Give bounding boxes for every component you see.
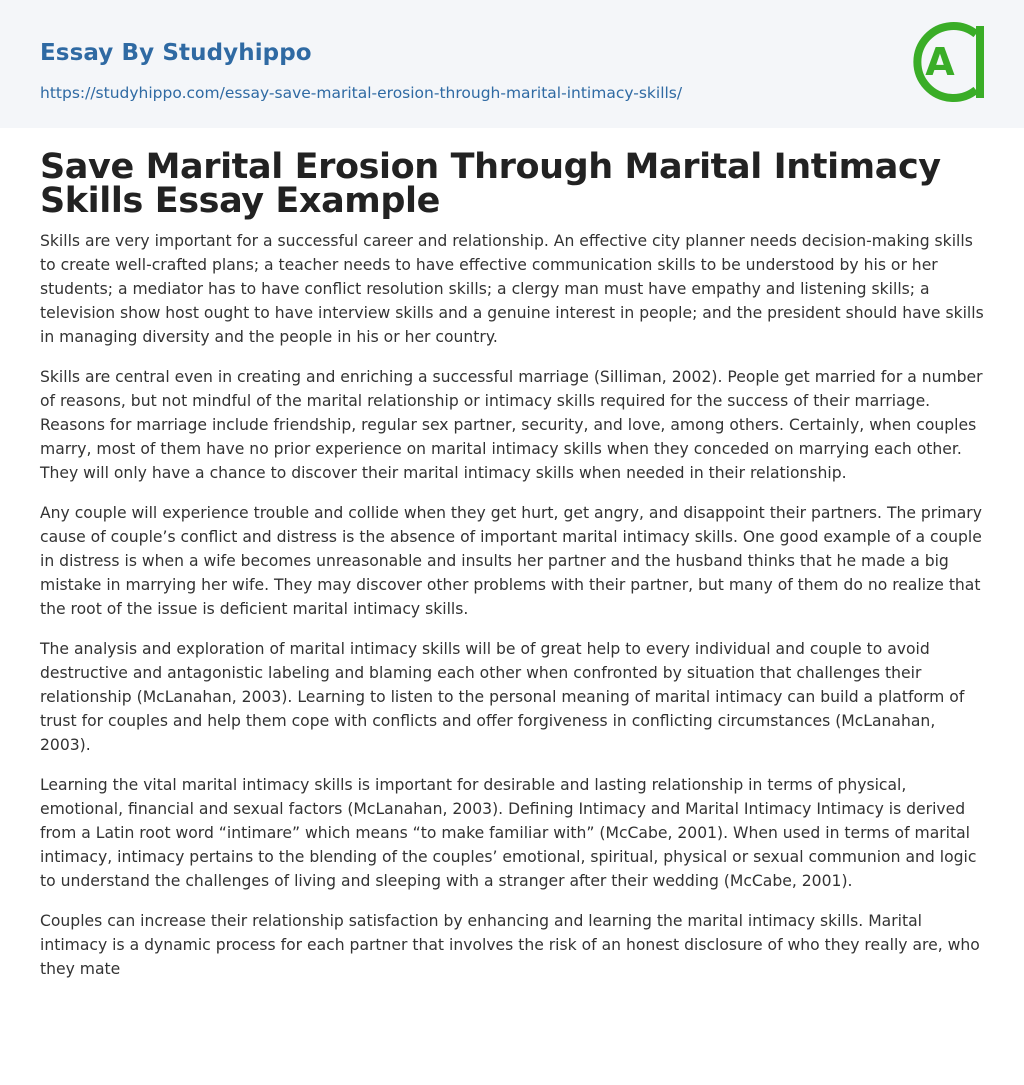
- essay-paragraph: Skills are central even in creating and enriching a successful marriage (Silliman, 2002). People get married for a number of reasons, but not mindful of the marital relationship or intimacy skills required for the success of their marriage. Reasons for marriage include friendship, regular sex partner, security, and love, among others. Certainly, when couples marry, most of them have no prior experience on marital intimacy skills when they conceded on marrying each other. They will only have a chance to discover their marital intimacy skills when needed in their relationship.: [40, 368, 983, 482]
- essay-body: [40, 229, 985, 997]
- page-title: Save Marital Erosion Through Marital Intimacy Skills Essay Example: [40, 147, 941, 221]
- essay-paragraph: Learning the vital marital intimacy skills is important for desirable and lasting relationship in terms of physical, emotional, financial and sexual factors (McLanahan, 2003). Defining Intimacy and Marital Intimacy Intimacy is derived from a Latin root word “intimare” which means “to make familiar with” (McCabe, 2001). When used in terms of marital intimacy, intimacy pertains to the blending of the couples’ emotional, spiritual, physical or sexual communion and logic to understand the challenges of living and sleeping with a stranger after their wedding (McCabe, 2001).: [40, 776, 977, 890]
- page-url-link[interactable]: https://studyhippo.com/essay-save-marital-erosion-through-marital-intimacy-skills/: [40, 84, 683, 102]
- site-header: [0, 0, 1024, 128]
- studyhippo-logo-icon[interactable]: [908, 16, 988, 108]
- essay-paragraph: Any couple will experience trouble and collide when they get hurt, get angry, and disappoint their partners. The primary cause of couple’s conflict and distress is the absence of important marital intimacy skills. One good example of a couple in distress is when a wife becomes unreasonable and insults her partner and the husband thinks that he made a big mistake in marrying her wife. They may discover other problems with their partner, but many of them do no realize that the root of the issue is deficient marital intimacy skills.: [40, 504, 982, 618]
- site-brand[interactable]: Essay By Studyhippo: [40, 40, 312, 66]
- essay-paragraph: Skills are very important for a successful career and relationship. An effective city planner needs decision-making skills to create well-crafted plans; a teacher needs to have effective communication skills to be understood by his or her students; a mediator has to have conflict resolution skills; a clergy man must have empathy and listening skills; a television show host ought to have interview skills and a genuine interest in people; and the president should have skills in managing diversity and the people in his or her country.: [40, 232, 984, 346]
- essay-paragraph: Couples can increase their relationship satisfaction by enhancing and learning the marital intimacy skills. Marital intimacy is a dynamic process for each partner that involves the risk of an honest disclosure of who they really are, who they mate: [40, 912, 980, 978]
- essay-paragraph: The analysis and exploration of marital intimacy skills will be of great help to every individual and couple to avoid destructive and antagonistic labeling and blaming each other when confronted by situation that challenges their relationship (McLanahan, 2003). Learning to listen to the personal meaning of marital intimacy can build a platform of trust for couples and help them cope with conflicts and offer forgiveness in conflicting circumstances (McLanahan, 2003).: [40, 640, 965, 754]
- logo-letter: A: [925, 40, 955, 84]
